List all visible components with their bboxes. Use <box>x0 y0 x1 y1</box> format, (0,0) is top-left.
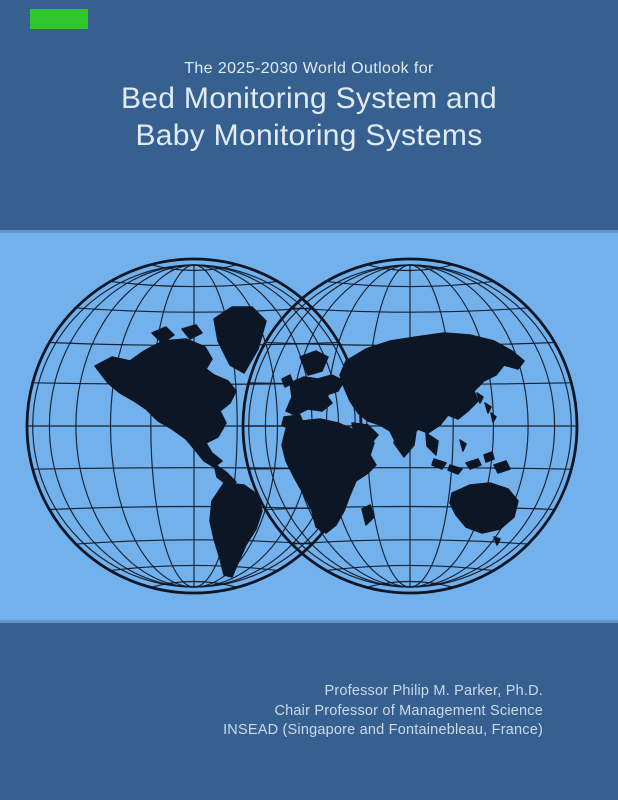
title-block <box>0 58 618 154</box>
series-title: The 2025-2030 World Outlook for <box>184 60 434 77</box>
author-name: Professor Philip M. Parker, Ph.D. <box>324 683 543 699</box>
book-title-line-1: Bed Monitoring System and <box>120 82 498 115</box>
continents <box>95 307 524 577</box>
author-role: Chair Professor of Management Science <box>274 702 543 719</box>
author-block <box>223 682 543 741</box>
book-title-line-2: Baby Monitoring Systems <box>135 119 483 152</box>
map-panel <box>0 230 618 623</box>
publisher-logo-mark <box>30 9 88 29</box>
world-map <box>0 233 618 620</box>
author-affiliation: INSEAD (Singapore and Fontainebleau, France) <box>223 722 543 738</box>
